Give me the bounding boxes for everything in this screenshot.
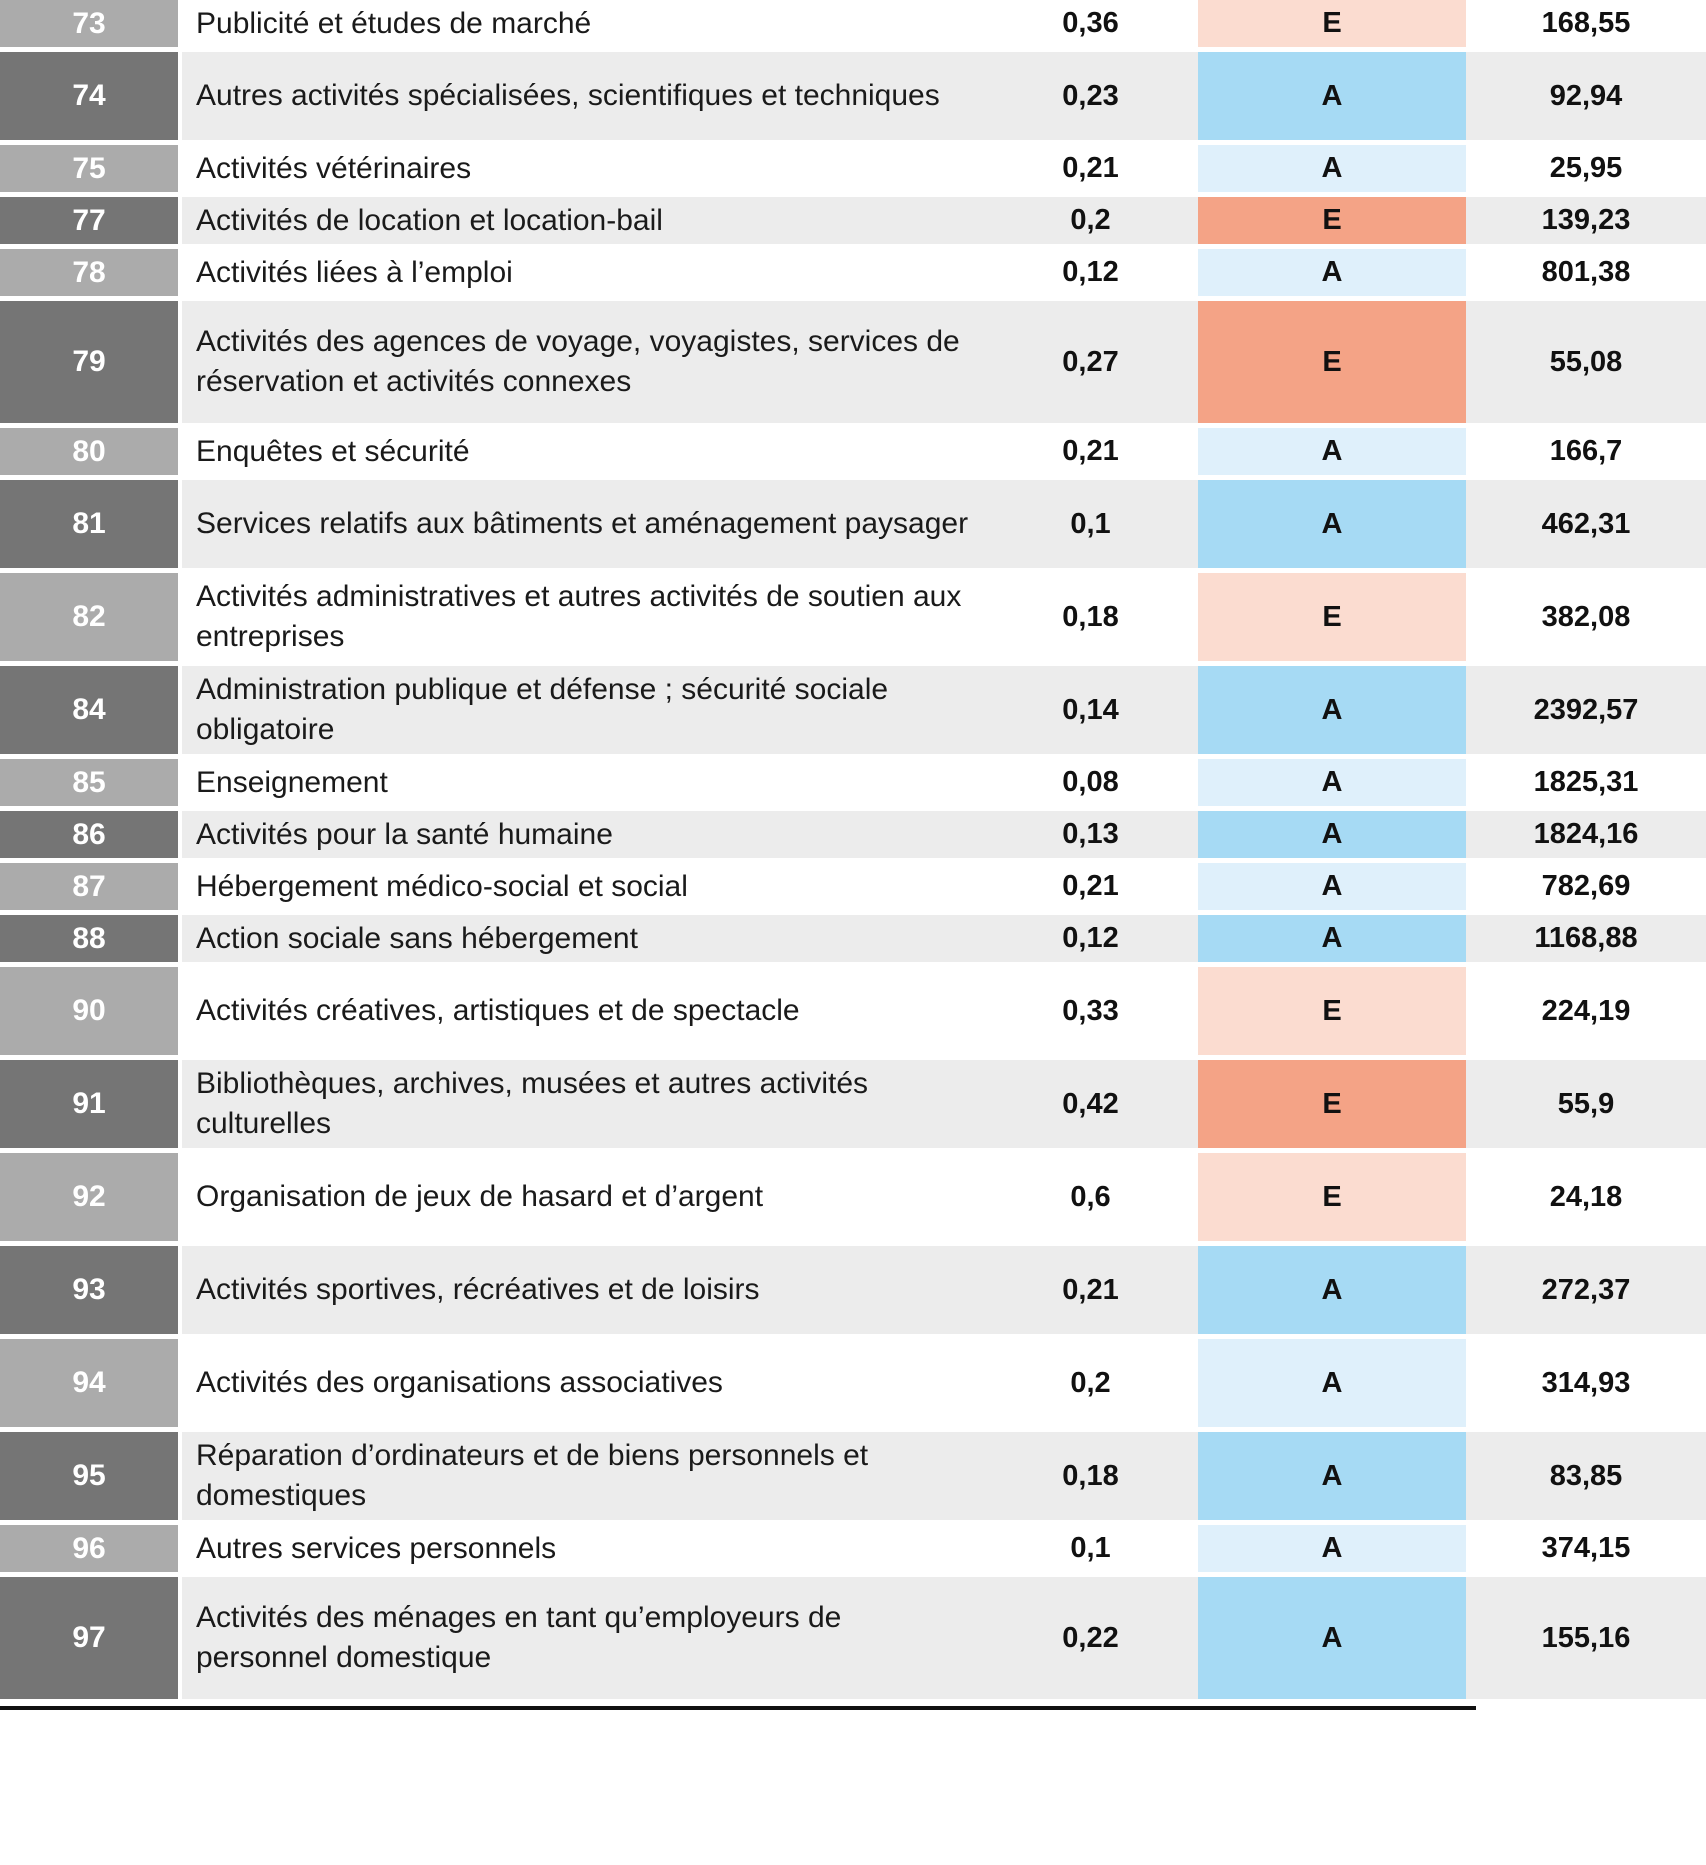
- class-letter: A: [1198, 52, 1466, 145]
- sector-code: 87: [0, 863, 182, 915]
- class-letter: E: [1198, 197, 1466, 249]
- table-row: [0, 915, 1706, 967]
- class-letter: A: [1198, 1577, 1466, 1704]
- total-value: 166,7: [1466, 428, 1706, 480]
- sector-label: Activités créatives, artistiques et de spectacle: [182, 967, 983, 1060]
- sector-code: 97: [0, 1577, 182, 1704]
- sector-code: 75: [0, 145, 182, 197]
- coefficient-value: 0,2: [983, 1339, 1198, 1432]
- coefficient-value: 0,1: [983, 1525, 1198, 1577]
- total-value: 24,18: [1466, 1153, 1706, 1246]
- class-letter: A: [1198, 811, 1466, 863]
- sector-code: 80: [0, 428, 182, 480]
- coefficient-value: 0,12: [983, 249, 1198, 301]
- sector-label: Activités sportives, récréatives et de loisirs: [182, 1246, 983, 1339]
- coefficient-value: 0,18: [983, 1432, 1198, 1525]
- coefficient-value: 0,42: [983, 1060, 1198, 1153]
- total-value: 314,93: [1466, 1339, 1706, 1432]
- coefficient-value: 0,21: [983, 863, 1198, 915]
- sector-code: 92: [0, 1153, 182, 1246]
- sector-code: 95: [0, 1432, 182, 1525]
- sector-code: 84: [0, 666, 182, 759]
- table-row: [0, 197, 1706, 249]
- coefficient-value: 0,1: [983, 480, 1198, 573]
- sector-code: 85: [0, 759, 182, 811]
- sector-label: Action sociale sans hébergement: [182, 915, 983, 967]
- coefficient-value: 0,27: [983, 301, 1198, 428]
- sector-code: 74: [0, 52, 182, 145]
- total-value: 1825,31: [1466, 759, 1706, 811]
- sector-code: 81: [0, 480, 182, 573]
- sector-label: Organisation de jeux de hasard et d’argent: [182, 1153, 983, 1246]
- class-letter: E: [1198, 0, 1466, 52]
- sector-label: Bibliothèques, archives, musées et autres activités culturelles: [182, 1060, 983, 1153]
- class-letter: A: [1198, 759, 1466, 811]
- table-row: [0, 1060, 1706, 1153]
- table-row: [0, 480, 1706, 573]
- sector-code: 93: [0, 1246, 182, 1339]
- table-row: [0, 0, 1706, 52]
- coefficient-value: 0,22: [983, 1577, 1198, 1704]
- coefficient-value: 0,14: [983, 666, 1198, 759]
- total-value: 168,55: [1466, 0, 1706, 52]
- total-value: 801,38: [1466, 249, 1706, 301]
- table-row: [0, 811, 1706, 863]
- table-row: [0, 1339, 1706, 1432]
- total-value: 2392,57: [1466, 666, 1706, 759]
- class-letter: A: [1198, 1246, 1466, 1339]
- table-row: [0, 1153, 1706, 1246]
- class-letter: E: [1198, 573, 1466, 666]
- table-row: [0, 863, 1706, 915]
- sector-label: Services relatifs aux bâtiments et aménagement paysager: [182, 480, 983, 573]
- sector-code: 94: [0, 1339, 182, 1432]
- sector-label: Activités de location et location-bail: [182, 197, 983, 249]
- class-letter: A: [1198, 1432, 1466, 1525]
- coefficient-value: 0,2: [983, 197, 1198, 249]
- table-row: [0, 52, 1706, 145]
- class-letter: A: [1198, 428, 1466, 480]
- sector-label: Autres activités spécialisées, scientifiques et techniques: [182, 52, 983, 145]
- table-row: [0, 967, 1706, 1060]
- sector-label: Administration publique et défense ; sécurité sociale obligatoire: [182, 666, 983, 759]
- table-row: [0, 301, 1706, 428]
- class-letter: A: [1198, 145, 1466, 197]
- total-value: 374,15: [1466, 1525, 1706, 1577]
- sector-label: Publicité et études de marché: [182, 0, 983, 52]
- sector-label: Hébergement médico-social et social: [182, 863, 983, 915]
- class-letter: E: [1198, 1153, 1466, 1246]
- total-value: 382,08: [1466, 573, 1706, 666]
- sector-code: 91: [0, 1060, 182, 1153]
- table-row: [0, 249, 1706, 301]
- table-row: [0, 759, 1706, 811]
- coefficient-value: 0,13: [983, 811, 1198, 863]
- coefficient-value: 0,23: [983, 52, 1198, 145]
- class-letter: A: [1198, 249, 1466, 301]
- table-row: [0, 428, 1706, 480]
- table-bottom-rule: [0, 1706, 1476, 1710]
- table-row: [0, 1577, 1706, 1704]
- sector-code: 88: [0, 915, 182, 967]
- sector-code: 78: [0, 249, 182, 301]
- coefficient-value: 0,08: [983, 759, 1198, 811]
- coefficient-value: 0,36: [983, 0, 1198, 52]
- total-value: 155,16: [1466, 1577, 1706, 1704]
- coefficient-value: 0,6: [983, 1153, 1198, 1246]
- class-letter: A: [1198, 1525, 1466, 1577]
- table-row: [0, 1525, 1706, 1577]
- coefficient-value: 0,18: [983, 573, 1198, 666]
- sector-label: Autres services personnels: [182, 1525, 983, 1577]
- table-row: [0, 573, 1706, 666]
- sector-label: Activités des organisations associatives: [182, 1339, 983, 1432]
- class-letter: A: [1198, 1339, 1466, 1432]
- table-row: [0, 145, 1706, 197]
- total-value: 224,19: [1466, 967, 1706, 1060]
- total-value: 1824,16: [1466, 811, 1706, 863]
- sector-code: 86: [0, 811, 182, 863]
- coefficient-value: 0,12: [983, 915, 1198, 967]
- total-value: 55,9: [1466, 1060, 1706, 1153]
- sector-label: Réparation d’ordinateurs et de biens personnels et domestiques: [182, 1432, 983, 1525]
- sector-label: Activités pour la santé humaine: [182, 811, 983, 863]
- class-letter: E: [1198, 301, 1466, 428]
- class-letter: A: [1198, 480, 1466, 573]
- total-value: 139,23: [1466, 197, 1706, 249]
- total-value: 83,85: [1466, 1432, 1706, 1525]
- sector-code: 79: [0, 301, 182, 428]
- sector-code: 82: [0, 573, 182, 666]
- total-value: 55,08: [1466, 301, 1706, 428]
- table-row: [0, 1432, 1706, 1525]
- sector-code: 73: [0, 0, 182, 52]
- sector-code: 77: [0, 197, 182, 249]
- sector-label: Activités des agences de voyage, voyagistes, services de réservation et activités connexes: [182, 301, 983, 428]
- coefficient-value: 0,21: [983, 145, 1198, 197]
- sector-label: Activités des ménages en tant qu’employeurs de personnel domestique: [182, 1577, 983, 1704]
- total-value: 1168,88: [1466, 915, 1706, 967]
- sector-label: Enseignement: [182, 759, 983, 811]
- class-letter: A: [1198, 666, 1466, 759]
- coefficient-value: 0,21: [983, 1246, 1198, 1339]
- class-letter: E: [1198, 967, 1466, 1060]
- total-value: 25,95: [1466, 145, 1706, 197]
- coefficient-value: 0,21: [983, 428, 1198, 480]
- sector-label: Enquêtes et sécurité: [182, 428, 983, 480]
- total-value: 462,31: [1466, 480, 1706, 573]
- sector-label: Activités vétérinaires: [182, 145, 983, 197]
- sector-label: Activités administratives et autres activités de soutien aux entreprises: [182, 573, 983, 666]
- total-value: 782,69: [1466, 863, 1706, 915]
- coefficient-value: 0,33: [983, 967, 1198, 1060]
- class-letter: A: [1198, 915, 1466, 967]
- class-letter: A: [1198, 863, 1466, 915]
- total-value: 92,94: [1466, 52, 1706, 145]
- sector-label: Activités liées à l’emploi: [182, 249, 983, 301]
- table-row: [0, 666, 1706, 759]
- class-letter: E: [1198, 1060, 1466, 1153]
- table-row: [0, 1246, 1706, 1339]
- total-value: 272,37: [1466, 1246, 1706, 1339]
- sector-code: 90: [0, 967, 182, 1060]
- sector-code: 96: [0, 1525, 182, 1577]
